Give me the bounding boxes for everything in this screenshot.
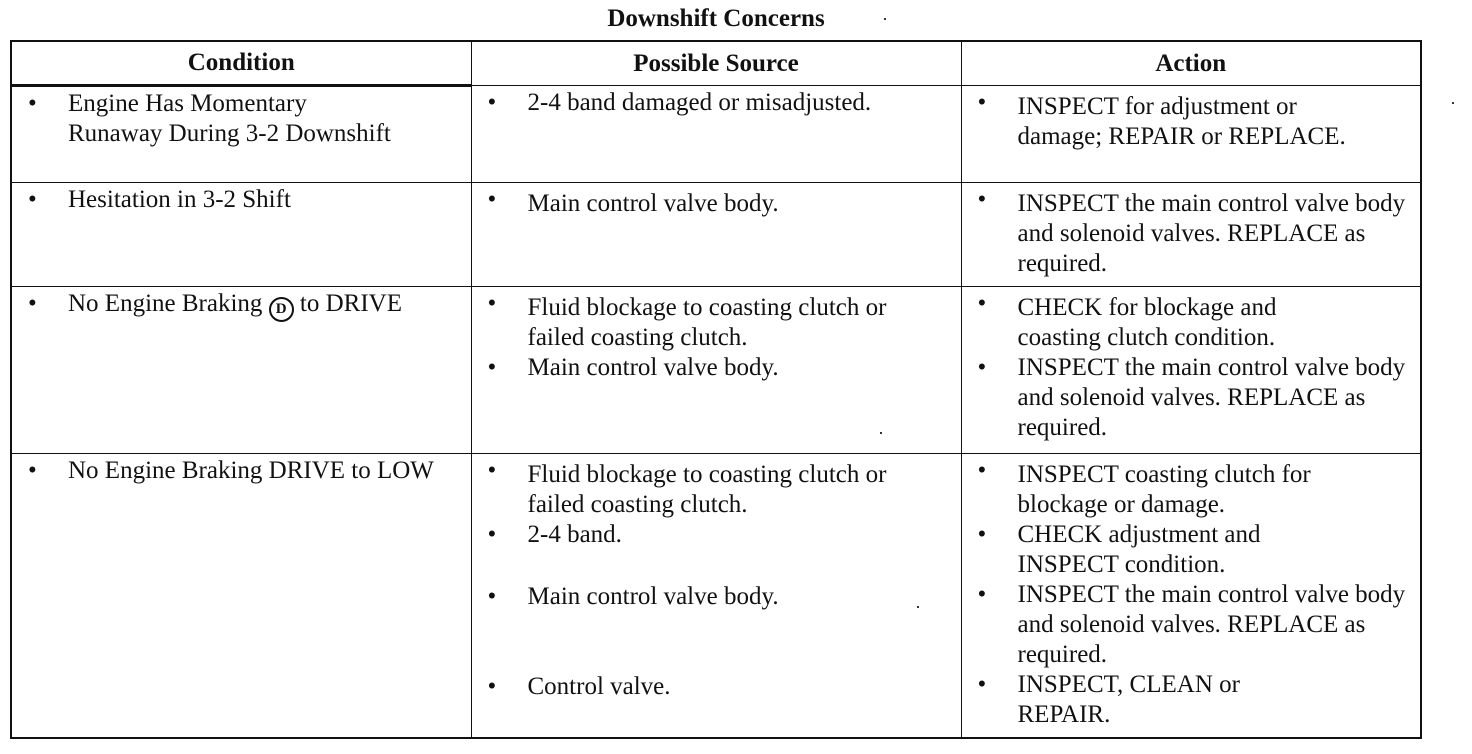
action-item: • INSPECT the main control valve body and solenoid valves. REPLACE as required. <box>972 580 1417 670</box>
action-item: • INSPECT coasting clutch for blockage or damage. <box>972 456 1417 520</box>
condition-text <box>22 289 467 322</box>
action-item: • INSPECT the main control valve body and solenoid valves. REPLACE as required. <box>972 353 1417 443</box>
source-item: • Fluid blockage to coasting clutch or failed coasting clutch. <box>482 456 957 520</box>
action-cell <box>961 287 1421 454</box>
condition-text: • Hesitation in 3-2 Shift <box>22 185 467 215</box>
overdrive-circle-icon: D <box>269 297 294 322</box>
action-cell <box>961 86 1421 183</box>
page-title: Downshift Concerns <box>607 5 825 32</box>
table-row <box>11 454 1421 738</box>
source-item: • 2-4 band. <box>482 520 957 550</box>
source-item: • 2-4 band damaged or misadjusted. <box>482 88 957 118</box>
table-row <box>11 183 1421 287</box>
table-row <box>11 86 1421 183</box>
condition-cell <box>11 454 471 738</box>
action-cell <box>961 183 1421 287</box>
action-item: • CHECK adjustment and INSPECT condition. <box>972 520 1417 580</box>
condition-text-before: No Engine Braking <box>68 290 263 317</box>
condition-cell <box>11 183 471 287</box>
table-row <box>11 287 1421 454</box>
action-cell <box>961 454 1421 738</box>
source-cell <box>471 454 961 738</box>
action-item: • INSPECT for adjustment or damage; REPAIR or REPLACE. <box>972 88 1417 152</box>
scan-speck <box>917 606 919 608</box>
source-item: • Main control valve body. <box>482 353 957 383</box>
scan-speck <box>880 432 882 434</box>
source-cell <box>471 183 961 287</box>
condition-text-after: to DRIVE <box>299 290 402 317</box>
column-header-possible-source: Possible Source <box>471 41 961 86</box>
source-item: • Main control valve body. <box>482 582 957 612</box>
source-item: • Fluid blockage to coasting clutch or failed coasting clutch. <box>482 289 957 353</box>
action-item: • INSPECT, CLEAN or REPAIR. <box>972 670 1417 730</box>
source-cell <box>471 86 961 183</box>
condition-text: • Engine Has Momentary Runaway During 3-2 Downshift <box>22 89 467 149</box>
scan-speck <box>1452 102 1454 104</box>
condition-cell <box>11 86 471 183</box>
action-item: • INSPECT the main control valve body and solenoid valves. REPLACE as required. <box>972 185 1417 279</box>
header-row <box>11 41 1421 86</box>
column-header-action: Action <box>961 41 1421 86</box>
condition-text: • No Engine Braking DRIVE to LOW <box>22 456 467 486</box>
condition-cell <box>11 287 471 454</box>
source-cell <box>471 287 961 454</box>
scan-speck <box>884 18 886 20</box>
source-item: • Control valve. <box>482 672 957 702</box>
column-header-condition: Condition <box>11 41 471 86</box>
source-item: • Main control valve body. <box>482 185 957 219</box>
downshift-concerns-table <box>10 40 1422 739</box>
action-item: • CHECK for blockage and coasting clutch condition. <box>972 289 1417 353</box>
